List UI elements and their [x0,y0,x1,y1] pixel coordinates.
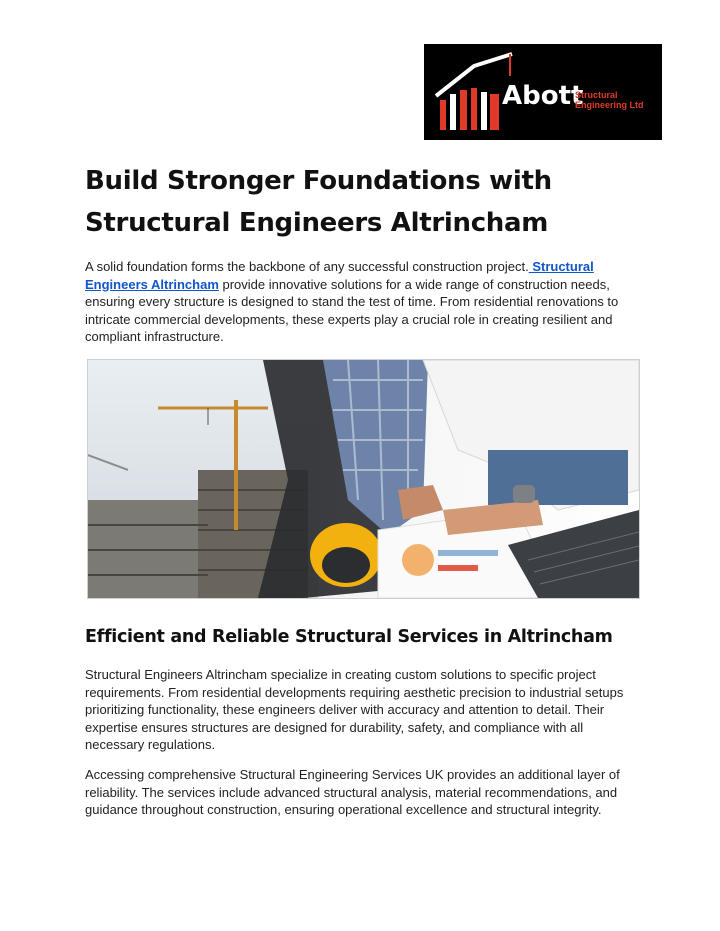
page-title: Build Stronger Foundations with Structural Engineers Altrincham [85,166,552,238]
company-logo [424,44,662,140]
structural-engineers-link[interactable]: Structural Engineers Altrincham [85,259,594,292]
section-paragraph-2: Accessing comprehensive Structural Engineering Services UK provides an additional layer of reliability. The services include advanced structural analysis, material recommendations, and guidance throughout construction, ensuring operational excellence and structural integrity. [85,767,620,817]
logo-brand-name: Abott [502,81,584,111]
intro-text-start: A solid foundation forms the backbone of any successful construction project. [85,259,529,274]
hero-image [87,359,640,599]
logo-tagline-line1: Structural [575,90,618,100]
construction-team-photo-icon [88,360,639,598]
intro-paragraph [85,258,640,346]
logo-tagline-line2: Engineering Ltd [575,100,644,110]
intro-text-end: provide innovative solutions for a wide range of construction needs, ensuring every structure is designed to stand the test of time. From residential renovations to intricate commercial developments, these experts play a crucial role in creating resilient and compliant infrastructure. [85,276,619,344]
logo-tagline [575,90,644,110]
section-paragraph-1: Structural Engineers Altrincham specialize in creating custom solutions to specific project requirements. From residential developments requiring aesthetic precision to industrial setups prioritizing functionality, these engineers deliver with accuracy and attention to detail. Their expertise ensures structures are designed for durability, safety, and compliance with all necessary regulations. [85,667,624,752]
section-heading: Efficient and Reliable Structural Services in Altrincham [85,627,613,647]
